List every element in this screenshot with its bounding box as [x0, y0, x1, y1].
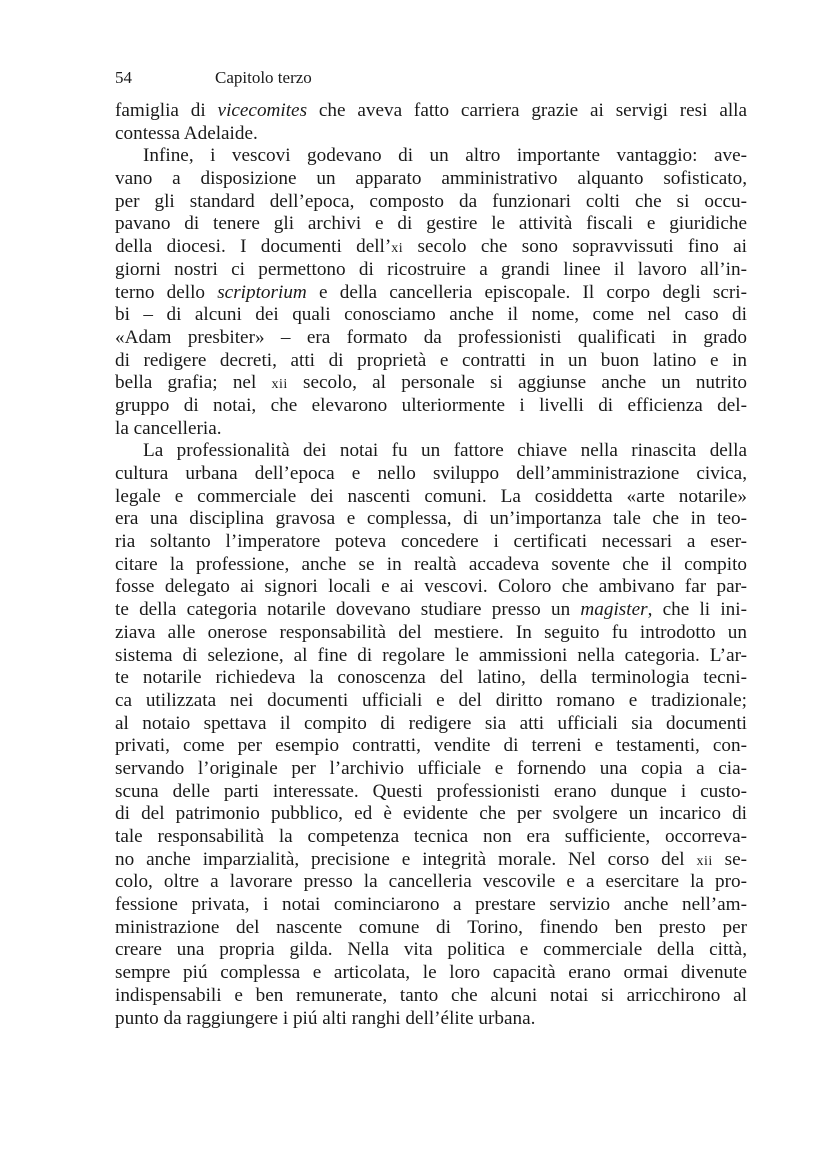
text-line	[115, 508, 747, 531]
text-segment: vano a disposizione un apparato amministrativo alquanto sofisticato,	[115, 168, 747, 190]
text-line	[115, 440, 747, 463]
text-line	[115, 395, 747, 418]
text-line	[115, 327, 747, 350]
text-line	[115, 985, 747, 1008]
page-header	[115, 66, 747, 90]
text-segment: legale e commerciale dei nascenti comuni. La cosiddetta «arte notarile»	[115, 485, 747, 507]
text-segment: di redigere decreti, atti di proprietà e contratti in un buon latino e in	[115, 349, 747, 371]
text-segment: fosse delegato ai signori locali e ai vescovi. Coloro che ambivano far par-	[115, 576, 747, 598]
text-line	[115, 486, 747, 509]
text-segment: secolo che sono sopravvissuti fino ai	[403, 236, 747, 258]
text-line	[115, 213, 747, 236]
text-line	[115, 667, 747, 690]
text-segment: contessa Adelaide.	[115, 122, 258, 144]
text-line	[115, 100, 747, 123]
text-segment: e della cancelleria episcopale. Il corpo degli scri-	[306, 281, 747, 303]
text-line	[115, 304, 747, 327]
text-line	[115, 622, 747, 645]
page-number: 54	[115, 68, 132, 87]
text-line	[115, 531, 747, 554]
text-line	[115, 576, 747, 599]
text-segment: per gli standard dell’epoca, composto da funzionari colti che si occu-	[115, 190, 747, 212]
text-line	[115, 849, 747, 872]
text-line	[115, 939, 747, 962]
text-segment: gruppo di notai, che elevarono ulteriormente i livelli di efficienza del-	[115, 394, 747, 416]
text-line	[115, 418, 747, 441]
text-segment: scuna delle parti interessate. Questi professionisti erano dunque i custo-	[115, 780, 747, 802]
text-line	[115, 826, 747, 849]
text-line	[115, 372, 747, 395]
text-line	[115, 645, 747, 668]
text-segment: citare la professione, anche se in realtà accadeva sovente che il compito	[115, 553, 747, 575]
text-segment: ria soltanto l’imperatore poteva concedere i certificati necessari a eser-	[115, 531, 747, 553]
text-line	[115, 145, 747, 168]
running-head: Capitolo terzo	[215, 68, 312, 87]
text-segment: famiglia di	[115, 100, 218, 121]
text-segment: secolo, al personale si aggiunse anche un nutrito	[287, 372, 748, 394]
text-line	[115, 894, 747, 917]
text-line	[115, 350, 747, 373]
text-segment: Infine, i vescovi godevano di un altro importante vantaggio: ave-	[143, 145, 747, 167]
roman-numeral: xi	[391, 241, 404, 257]
text-segment: della diocesi. I documenti dell’	[115, 236, 392, 258]
text-segment: bi – di alcuni dei quali conosciamo anche il nome, come nel caso di	[115, 304, 747, 326]
text-segment: la cancelleria.	[115, 417, 222, 439]
text-line	[115, 463, 747, 486]
text-line	[115, 259, 747, 282]
text-segment: se-	[712, 848, 748, 870]
text-line	[115, 123, 747, 146]
text-line	[115, 282, 747, 305]
text-segment: sistema di selezione, al fine di regolare le ammissioni nella categoria. L’ar-	[115, 644, 747, 666]
text-segment: cultura urbana dell’epoca e nello sviluppo dell’amministrazione civica,	[115, 463, 747, 484]
text-segment: tale responsabilità la competenza tecnica non era sufficiente, occorreva-	[115, 826, 747, 847]
text-segment: pavano di tenere gli archivi e di gestire le attività fiscali e giuridiche	[115, 213, 747, 235]
text-line	[115, 758, 747, 781]
italic-term: scriptorium	[217, 281, 307, 303]
text-line	[115, 735, 747, 758]
text-segment: privati, come per esempio contratti, vendite di terreni e testamenti, con-	[115, 735, 747, 757]
text-segment: colo, oltre a lavorare presso la cancelleria vescovile e a esercitare la pro-	[115, 871, 747, 893]
text-segment: di del patrimonio pubblico, ed è evidente che per svolgere un incarico di	[115, 803, 747, 825]
body-text	[115, 100, 747, 1030]
text-line	[115, 554, 747, 577]
text-line	[115, 168, 747, 191]
text-segment: ca utilizzata nei documenti ufficiali e del diritto romano e tradizionale;	[115, 689, 747, 711]
text-segment: , che li ini-	[647, 599, 747, 621]
italic-term: magister	[580, 599, 648, 621]
text-segment: che aveva fatto carriera grazie ai servigi resi alla	[307, 100, 748, 121]
text-line	[115, 713, 747, 736]
text-segment: era una disciplina gravosa e complessa, di un’importanza tale che in teo-	[115, 508, 747, 530]
roman-numeral: xii	[271, 377, 288, 393]
text-line	[115, 191, 747, 214]
text-segment: te notarile richiedeva la conoscenza del latino, della terminologia tecni-	[115, 667, 747, 689]
roman-numeral: xii	[696, 853, 713, 869]
text-line	[115, 690, 747, 713]
text-line	[115, 917, 747, 940]
text-segment: te della categoria notarile dovevano studiare presso un	[115, 599, 581, 621]
text-line	[115, 962, 747, 985]
text-line	[115, 236, 747, 259]
text-line	[115, 599, 747, 622]
text-segment: no anche imparzialità, precisione e integrità morale. Nel corso del	[115, 848, 697, 870]
text-line	[115, 803, 747, 826]
text-segment: fessione privata, i notai cominciarono a prestare servizio anche nell’am-	[115, 894, 747, 916]
italic-term: vicecomites	[217, 100, 308, 121]
text-segment: punto da raggiungere i piú alti ranghi dell’élite urbana.	[115, 1007, 536, 1029]
text-segment: servando l’originale per l’archivio ufficiale e fornendo una copia a cia-	[115, 757, 747, 779]
text-line	[115, 871, 747, 894]
text-segment: creare una propria gilda. Nella vita politica e commerciale della città,	[115, 939, 747, 961]
text-segment: indispensabili e ben remunerate, tanto che alcuni notai si arricchirono al	[115, 984, 747, 1006]
text-line	[115, 781, 747, 804]
text-segment: La professionalità dei notai fu un fattore chiave nella rinascita della	[143, 440, 747, 462]
text-segment: ministrazione del nascente comune di Torino, finendo ben presto per	[115, 916, 747, 938]
text-segment: ziava alle onerose responsabilità del mestiere. In seguito fu introdotto un	[115, 621, 747, 643]
text-segment: «Adam presbiter» – era formato da professionisti qualificati in grado	[115, 326, 747, 348]
text-segment: bella grafia; nel	[115, 372, 272, 394]
text-segment: sempre piú complessa e articolata, le loro capacità erano ormai divenute	[115, 962, 747, 984]
text-segment: al notaio spettava il compito di redigere sia atti ufficiali sia documenti	[115, 712, 747, 734]
text-segment: giorni nostri ci permettono di ricostruire a grandi linee il lavoro all’in-	[115, 258, 747, 280]
text-segment: terno dello	[115, 281, 218, 303]
text-line	[115, 1008, 747, 1031]
